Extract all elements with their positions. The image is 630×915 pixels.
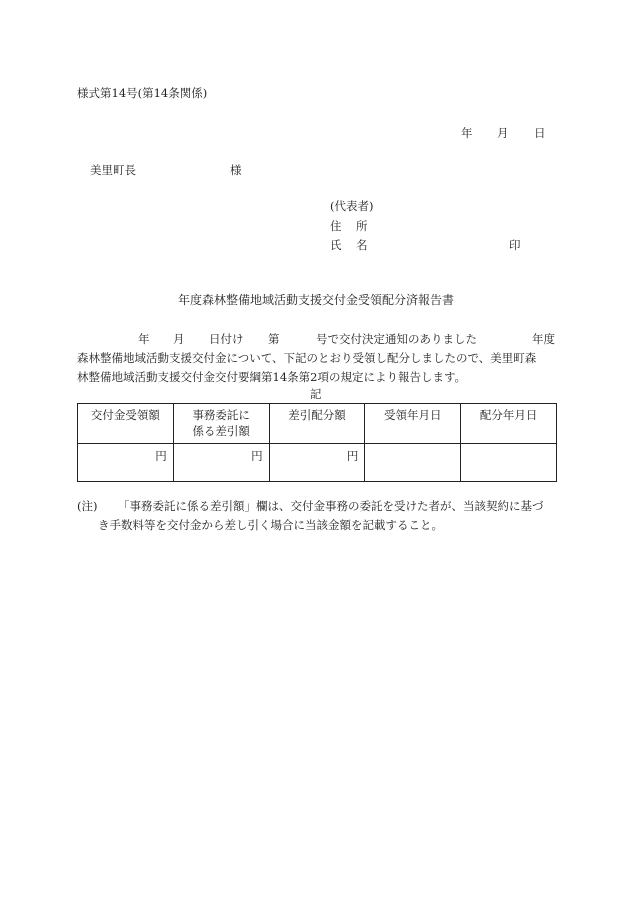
cell-distributed-amount[interactable]: 円 [269, 444, 365, 482]
body-nen: 年 [138, 332, 150, 346]
body-hizuke: 日付け [209, 332, 244, 346]
body-dai: 第 [268, 332, 280, 346]
form-number: 様式第14号(第14条関係) [77, 86, 208, 100]
report-table [77, 403, 557, 482]
date-year: 年 [461, 126, 473, 140]
name-label: 氏 [330, 238, 342, 252]
header-received-amount: 交付金受領額 [78, 404, 174, 444]
date-day: 日 [534, 126, 546, 140]
table-header-row [78, 404, 557, 444]
recipient-name: 美里町長 [90, 163, 136, 177]
body-nendo: 年度 [532, 332, 555, 346]
body-line-2: 森林整備地域活動支援交付金について、下記のとおり受領し配分しましたので、美里町森 [77, 351, 537, 365]
header-received-date: 受領年月日 [365, 404, 461, 444]
table-row [78, 444, 557, 482]
date-month: 月 [497, 126, 509, 140]
cell-received-date[interactable] [365, 444, 461, 482]
header-deduction-amount: 事務委託に 係る差引額 [173, 404, 269, 444]
name-label-2: 名 [356, 238, 368, 252]
note-label: (注) [77, 499, 98, 513]
ki-heading: 記 [310, 387, 322, 401]
cell-deduction-amount[interactable]: 円 [173, 444, 269, 482]
body-gatsu: 月 [173, 332, 185, 346]
note-line-2: き手数料等を交付金から差し引く場合に当該金額を記載すること。 [98, 518, 443, 532]
seal-mark: 印 [509, 238, 521, 252]
recipient-honorific: 様 [230, 163, 242, 177]
header-distributed-date: 配分年月日 [461, 404, 557, 444]
note-line-1: 「事務委託に係る差引額」欄は、交付金事務の委託を受けた者が、当該契約に基づ [118, 499, 544, 513]
body-line-3: 林整備地域活動支援交付金交付要綱第14条第2項の規定により報告します。 [77, 370, 467, 384]
document-title: 年度森林整備地域活動支援交付金受領配分済報告書 [178, 293, 455, 307]
address-label: 住 [330, 219, 342, 233]
address-label-2: 所 [356, 219, 368, 233]
cell-distributed-date[interactable] [461, 444, 557, 482]
header-distributed-amount: 差引配分額 [269, 404, 365, 444]
cell-received-amount[interactable]: 円 [78, 444, 174, 482]
body-notice-text: 号で交付決定通知のありました [316, 332, 477, 346]
representative-label: (代表者) [330, 199, 374, 213]
